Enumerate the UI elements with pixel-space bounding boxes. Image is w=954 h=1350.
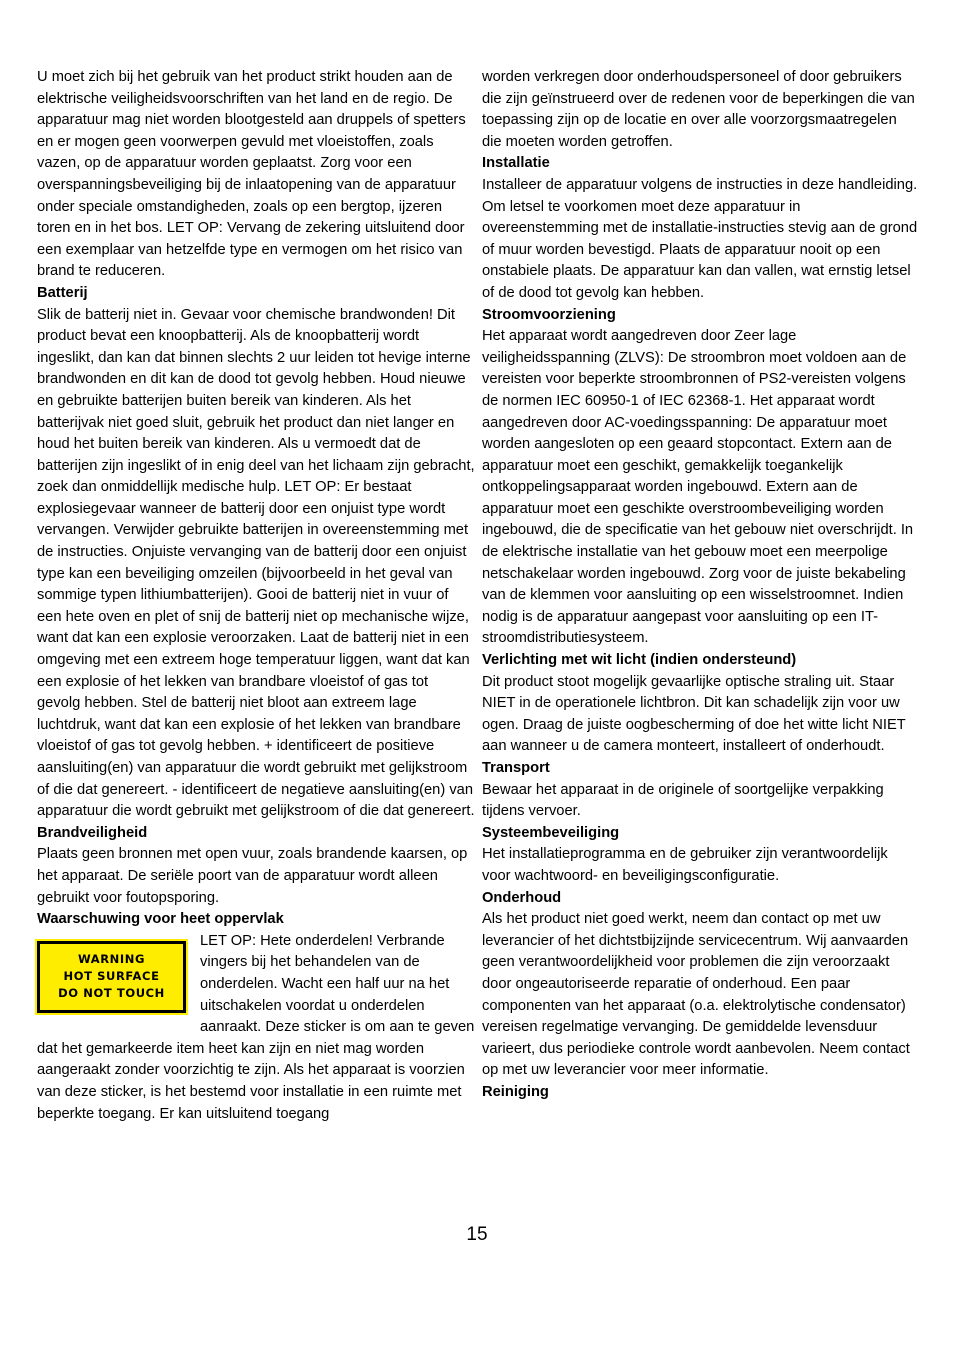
stroomvoorziening-paragraph: Het apparaat wordt aangedreven door Zeer lage veiligheidsspanning (ZLVS): De stroombron moet voldoen aan de vereisten voor beperkte stroombronnen of PS2-vereisten volgens de normen IEC 60950-1 of IEC 62368-1. Het apparaat wordt aangedreven door AC-voedingsspanning: De apparatuur moet worden aangesloten op een geaard stopcontact. Extern aan de apparatuur moet een geschikt, gemakkelijk toegankelijk ontkoppelingsapparaat worden ingebouwd. Extern aan de apparatuur moet een geschikte overstroombeveiliging worden ingebouwd, die de specificatie van het gebouw niet overschrijdt. In de elektrische installatie van het gebouw moet een meerpolige netschakelaar worden ingebouwd. Zorg voor de juiste bekabeling van de klemmen voor aansluiting op een wisselstroomnet. Indien nodig is de apparatuur aangepast voor aansluiting op een IT-stroomdistributiesysteem. [482,328,914,647]
transport-paragraph: Bewaar het apparaat in de originele of soortgelijke verpakking tijdens vervoer. [482,781,884,820]
systeembeveiliging-paragraph: Het installatieprogramma en de gebruiker zijn verantwoordelijk voor wachtwoord- en beveiligingsconfiguratie. [482,846,888,884]
section-heading-transport: Transport [482,760,550,776]
page-number: 15 [466,1224,488,1245]
warning-label-line2: HOT SURFACE [63,969,160,984]
warning-label-line3: DO NOT TOUCH [58,986,165,1001]
installatie-paragraph: Installeer de apparatuur volgens de instructies in deze handleiding. Om letsel te voorkomen moet deze apparatuur in overeenstemming met de installatie-instructies stevig aan de grond of muur worden bevestigd. Plaats de apparatuur nooit op een onstabiele plaats. De apparatuur kan dan vallen, wat ernstig letsel of de dood tot gevolg kan hebben. [482,176,918,301]
section-heading-batterij: Batterij [37,284,88,301]
intro-paragraph: U moet zich bij het gebruik van het product strikt houden aan de elektrische veiligheidsvoorschriften van het land en de regio. De apparatuur mag niet worden blootgesteld aan druppels of spetters en er mogen geen voorwerpen gevuld met vloeistoffen, zoals vazen, op de apparatuur worden geplaatst. Zorg voor een overspanningsbeveiliging bij de inlaatopening van de apparatuur onder speciale omstandigheden, zoals op een bergtop, ijzeren toren en in het bos. LET OP: Vervang de zekering uitsluitend door een exemplaar van hetzelfde type en vermogen om het risico van brand te reduceren. [37,69,466,280]
section-heading-systeembeveiliging: Systeembeveiliging [482,824,620,841]
warning-label-line1: WARNING [77,952,146,967]
section-heading-onderhoud: Onderhoud [482,889,562,906]
verlichting-paragraph: Dit product stoot mogelijk gevaarlijke optische straling uit. Staar NIET in de operationele lichtbron. Dit kan schadelijk zijn voor uw ogen. Draag de juiste oogbescherming of doe het witte licht NIET aan wanneer u de camera monteert, installeert of onderhoudt. [482,673,906,755]
onderhoud-paragraph: Als het product niet goed werkt, neem dan contact op met uw leverancier of het dichtstbijzijnde servicecentrum. Wij aanvaarden geen verantwoordelijkheid voor problemen die zijn veroorzaakt door ongeautoriseerde reparatie of onderhoud. Een paar componenten van het apparaat (o.a. elektrolytische condensator) vereisen regelmatige vervanging. De gemiddelde levensduur varieert, dus periodieke controle wordt aanbevolen. Neem contact op met uw leverancier voor meer informatie. [482,911,910,1079]
left-column [37,67,475,1125]
hot-surface-warning-label [37,941,186,1013]
section-heading-stroomvoorziening: Stroomvoorziening [482,306,616,323]
heet-oppervlak-paragraph: LET OP: Hete onderdelen! Verbrande vingers bij het behandelen van de onderdelen. Wacht een half uur na het uitschakelen voordat u onderdelen aanraakt. Deze sticker is om aan te geven dat het gemarkeerde item heet kan zijn en niet mag worden aangeraakt zonder voorzichtig te zijn. Als het apparaat is voorzien van deze sticker, is het bestemd voor installatie in een ruimte met beperkte toegang. Er kan uitsluitend toegang [37,932,475,1122]
continued-paragraph: worden verkregen door onderhoudspersoneel of door gebruikers die zijn geïnstrueerd over de redenen voor de beperkingen die van toepassing zijn op de locatie en over alle voorzorgsmaatregelen die moeten worden getroffen. [482,69,915,150]
section-heading-verlichting: Verlichting met wit licht (indien ondersteund) [482,652,797,669]
batterij-paragraph: Slik de batterij niet in. Gevaar voor chemische brandwonden! Dit product bevat een knoopbatterij. Als de knoopbatterij wordt ingeslikt, dan kan dat binnen slechts 2 uur leiden tot hevige interne brandwonden en dit kan de dood tot gevolg hebben. Houd nieuwe en gebruikte batterijen buiten bereik van kinderen. Als het batterijvak niet goed sluit, gebruik het product dan niet langer en houd het buiten bereik van kinderen. Als u vermoedt dat de batterijen zijn ingeslikt of in enig deel van het lichaam zijn gebracht, zoek dan onmiddellijk medische hulp. LET OP: Er bestaat explosiegevaar wanneer de batterij door een onjuist type wordt vervangen. Verwijder gebruikte batterijen in overeenstemming met de instructies. Onjuiste vervanging van de batterij door een onjuist type kan een beveiliging omzeilen (bijvoorbeeld in het geval van sommige typen lithiumbatterijen). Gooi de batterij niet in vuur of een hete oven en plet of snij de batterij niet op mechanische wijze, want dat kan een explosie veroorzaken. Laat de batterij niet in een omgeving met een extreem hoge temperatuur liggen, want dat kan een explosie of het lekken van brandbare vloeistof of gas tot gevolg hebben. Stel de batterij niet bloot aan extreem lage luchtdruk, want dat kan een explosie of het lekken van brandbare vloeistof of gas tot gevolg hebben. + identificeert de positieve aansluiting(en) van apparatuur die wordt gebruikt met gelijkstroom of die dat genereert. - identificeert de negatieve aansluiting(en) van apparatuur die wordt gebruikt met gelijkstroom of die dat genereert. [37,306,475,820]
brandveiligheid-paragraph: Plaats geen bronnen met open vuur, zoals brandende kaarsen, op het apparaat. De seriële poort van de apparatuur wordt alleen gebruikt voor foutopsporing. [37,846,468,906]
right-column [482,67,920,1104]
section-heading-heet-oppervlak: Waarschuwing voor heet oppervlak [37,911,284,928]
section-heading-reiniging: Reiniging [482,1083,549,1100]
section-heading-brandveiligheid: Brandveiligheid [37,824,148,841]
section-heading-installatie: Installatie [482,155,550,172]
